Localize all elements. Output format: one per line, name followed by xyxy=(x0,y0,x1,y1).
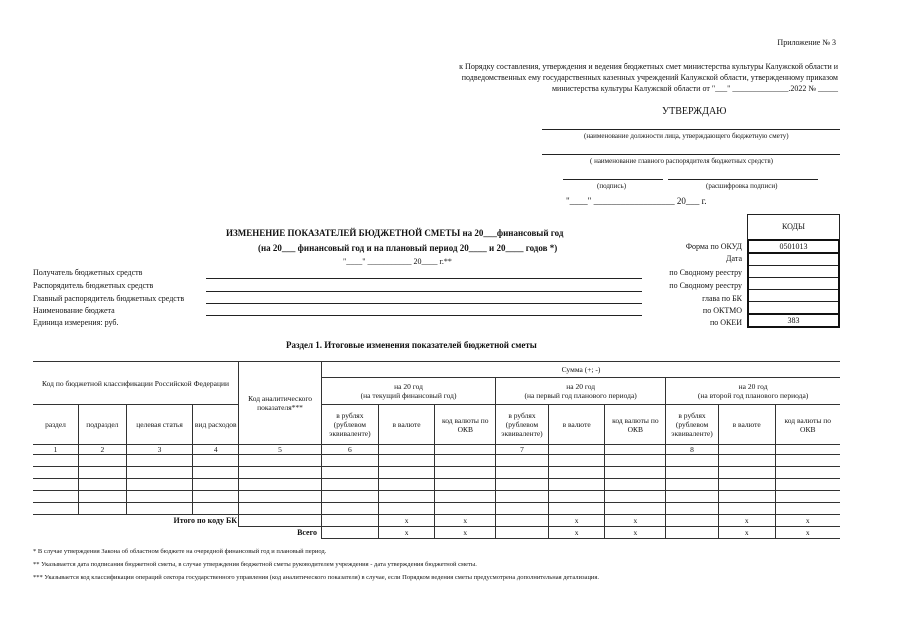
num-cell xyxy=(718,445,775,455)
num-cell: 6 xyxy=(322,445,379,455)
code-registry-2[interactable] xyxy=(748,278,839,290)
code-label-bk: глава по БК xyxy=(702,294,742,303)
sum-header: Сумма (+; -) xyxy=(322,362,840,378)
x-cell: x xyxy=(378,515,435,527)
num-cell xyxy=(548,445,605,455)
num-cell: 4 xyxy=(193,445,239,455)
field-unit-label: Единица измерения: руб. xyxy=(33,318,119,327)
field-main-distributor-label: Главный распорядитель бюджетных средств xyxy=(33,294,185,303)
main-table xyxy=(33,361,840,539)
code-okud[interactable]: 0501013 xyxy=(748,240,839,253)
code-label-date: Дата xyxy=(726,254,742,263)
field-budget-label: Наименование бюджета xyxy=(33,306,115,315)
field-main-distributor-line[interactable] xyxy=(206,303,642,304)
x-cell: x xyxy=(718,515,775,527)
period-current xyxy=(322,378,496,405)
table-row[interactable] xyxy=(33,467,840,479)
x-cell: x xyxy=(775,515,840,527)
num-cell xyxy=(435,445,496,455)
code-okei[interactable]: 383 xyxy=(748,314,839,327)
order-line-1: к Порядку составления, утверждения и ведения бюджетных смет министерства культуры Калужской области и xyxy=(459,62,838,71)
total-rub-3[interactable] xyxy=(666,527,719,539)
num-cell: 7 xyxy=(496,445,549,455)
period-first-desc: (на первый год планового периода) xyxy=(524,391,637,400)
code-label-okei: по ОКЕИ xyxy=(709,318,742,327)
field-distributor-line[interactable] xyxy=(206,291,642,292)
code-bk[interactable] xyxy=(748,290,839,302)
col-subsection: подраздел xyxy=(79,405,127,445)
doc-title-line1: ИЗМЕНЕНИЕ ПОКАЗАТЕЛЕЙ БЮДЖЕТНОЙ СМЕТЫ на 20___финансовый год xyxy=(226,228,564,238)
table-row[interactable] xyxy=(33,455,840,467)
order-text xyxy=(459,61,838,94)
col-okv-1: код валюты по ОКВ xyxy=(435,405,496,445)
section-title: Раздел 1. Итоговые изменения показателей бюджетной сметы xyxy=(286,340,537,350)
field-budget-line[interactable] xyxy=(206,315,642,316)
total-bk-rub-2[interactable] xyxy=(496,515,549,527)
code-label-registry-1: по Сводному реестру xyxy=(669,268,742,277)
col-currency-1: в валюте xyxy=(378,405,435,445)
num-cell: 8 xyxy=(666,445,719,455)
num-cell xyxy=(775,445,840,455)
col-currency-3: в валюте xyxy=(718,405,775,445)
total-all-label: Всего xyxy=(297,528,318,538)
num-cell: 5 xyxy=(239,445,322,455)
num-cell xyxy=(605,445,666,455)
period-second-year: на 20 год xyxy=(738,382,768,391)
col-rub-1: в рублях (рублевом эквиваленте) xyxy=(322,405,379,445)
code-oktmo[interactable] xyxy=(748,302,839,315)
code-registry-1[interactable] xyxy=(748,266,839,278)
num-cell: 2 xyxy=(79,445,127,455)
period-second xyxy=(666,378,840,405)
approve-date: "____" __________________ 20___ г. xyxy=(566,196,707,206)
col-rub-3: в рублях (рублевом эквиваленте) xyxy=(666,405,719,445)
analytic-header: Код аналитического показателя*** xyxy=(239,362,322,445)
appendix-label: Приложение № 3 xyxy=(777,38,836,47)
col-section: раздел xyxy=(33,405,79,445)
num-cell: 1 xyxy=(33,445,79,455)
codes-head-frame xyxy=(747,214,840,240)
order-line-2: подведомственных ему государственных казенных учреждений Калужской области, утвержденному приказом xyxy=(461,73,838,82)
total-rub-1[interactable] xyxy=(322,527,379,539)
col-target: целевая статья xyxy=(126,405,193,445)
codes-head: КОДЫ xyxy=(782,222,805,231)
footnote-1: * В случае утверждения Закона об областном бюджете на очередной финансовый год и плановый период. xyxy=(33,548,327,555)
x-cell: x xyxy=(435,527,496,539)
position-line[interactable] xyxy=(542,129,840,130)
period-second-desc: (на второй год планового периода) xyxy=(697,391,809,400)
x-cell: x xyxy=(775,527,840,539)
decoding-line[interactable] xyxy=(668,179,818,180)
code-date[interactable] xyxy=(748,253,839,266)
field-recipient-label: Получатель бюджетных средств xyxy=(33,268,143,277)
code-label-okud: Форма по ОКУД xyxy=(685,242,742,251)
order-line-3: министерства культуры Калужской области от "___" ______________.2022 № _____ xyxy=(551,84,838,93)
col-expense-type: вид расходов xyxy=(193,405,239,445)
num-cell: 3 xyxy=(126,445,193,455)
decoding-caption: (расшифровка подписи) xyxy=(706,182,778,190)
x-cell: x xyxy=(605,515,666,527)
manager-caption: ( наименование главного распорядителя бюджетных средств) xyxy=(590,157,773,165)
doc-date-line: "____" ___________ 20____ г.** xyxy=(343,257,452,266)
table-row[interactable] xyxy=(33,503,840,515)
approve-title: УТВЕРЖДАЮ xyxy=(662,106,727,117)
period-first xyxy=(496,378,666,405)
num-cell xyxy=(378,445,435,455)
code-label-oktmo: по ОКТМО xyxy=(702,306,742,315)
total-bk-rub-3[interactable] xyxy=(666,515,719,527)
field-distributor-label: Распорядитель бюджетных средств xyxy=(33,281,154,290)
x-cell: x xyxy=(718,527,775,539)
total-bk-analytic[interactable] xyxy=(239,515,322,527)
x-cell: x xyxy=(435,515,496,527)
col-currency-2: в валюте xyxy=(548,405,605,445)
x-cell: x xyxy=(548,515,605,527)
signature-caption: (подпись) xyxy=(597,182,627,190)
total-rub-2[interactable] xyxy=(496,527,549,539)
table-row[interactable] xyxy=(33,491,840,503)
col-rub-2: в рублях (рублевом эквиваленте) xyxy=(496,405,549,445)
classification-header: Код по бюджетной классификации Российской Федерации xyxy=(33,362,239,405)
manager-line[interactable] xyxy=(542,154,840,155)
field-recipient-line[interactable] xyxy=(206,278,642,279)
total-bk-label: Итого по коду БК xyxy=(173,516,238,526)
period-first-year: на 20 год xyxy=(566,382,596,391)
total-bk-rub-1[interactable] xyxy=(322,515,379,527)
footnote-3: *** Указывается код классификации операций сектора государственного управления (код аналитического показателя) в случае, если Порядком ведения сметы предусмотрена дополнительная детализация. xyxy=(33,574,600,581)
code-label-registry-2: по Сводному реестру xyxy=(669,281,742,290)
position-caption: (наименование должности лица, утверждающего бюджетную смету) xyxy=(584,132,789,140)
doc-title-line2: (на 20___ финансовый год и на плановый период 20____ и 20____ годов *) xyxy=(258,243,558,253)
period-current-year: на 20 год xyxy=(394,382,423,391)
signature-line[interactable] xyxy=(563,179,663,180)
x-cell: x xyxy=(378,527,435,539)
col-okv-3: код валюты по ОКВ xyxy=(775,405,840,445)
x-cell: x xyxy=(548,527,605,539)
table-row[interactable] xyxy=(33,479,840,491)
x-cell: x xyxy=(605,527,666,539)
footnote-2: ** Указывается дата подписания бюджетной сметы, в случае утверждения бюджетной сметы руководителем учреждения - дата утверждения бюджетной сметы. xyxy=(33,561,477,568)
col-okv-2: код валюты по ОКВ xyxy=(605,405,666,445)
period-current-desc: (на текущий финансовый год) xyxy=(360,391,457,400)
